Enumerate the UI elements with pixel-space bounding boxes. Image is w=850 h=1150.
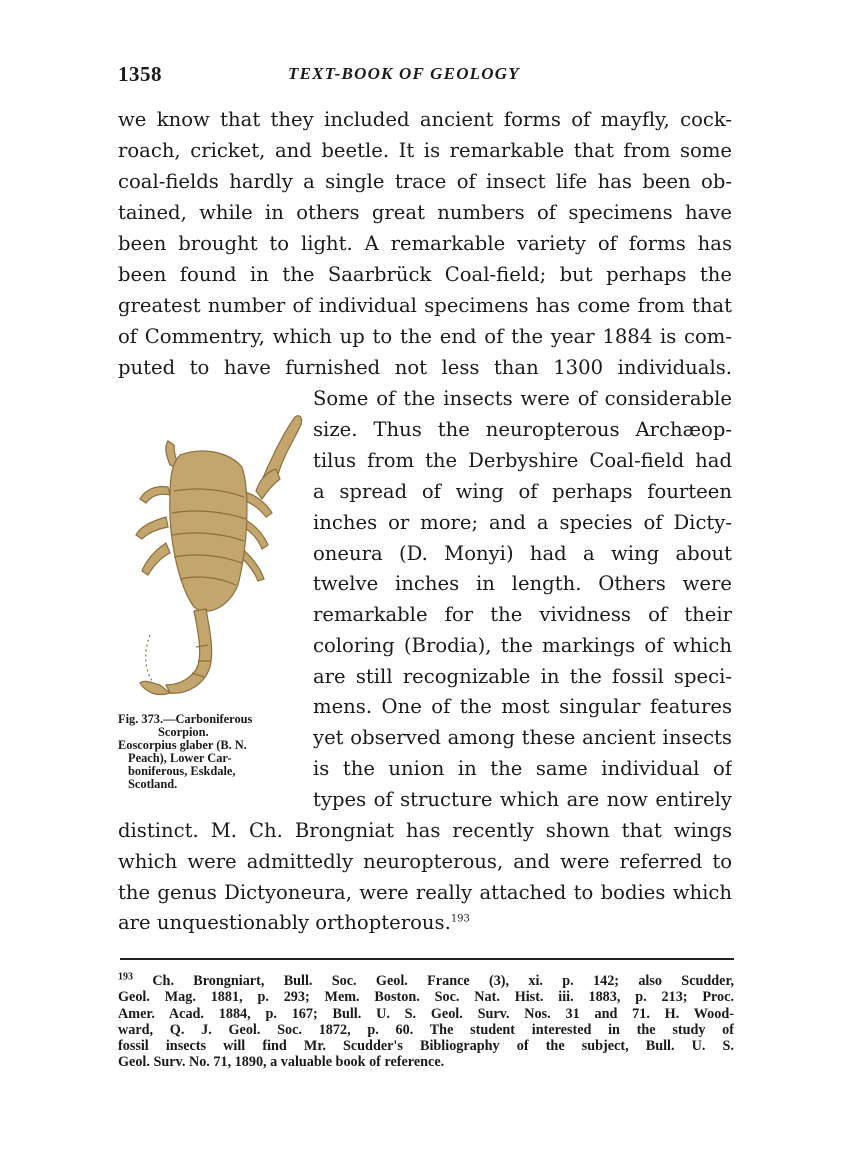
- footnote-number: 193: [118, 971, 133, 983]
- scorpion-fossil-figure: [110, 395, 310, 715]
- footnote-line: Geol. Mag. 1881, p. 293; Mem. Boston. Soc. Nat. Hist. iii. 1883, p. 213; Proc.: [118, 989, 734, 1006]
- footnote-line: ward, Q. J. Geol. Soc. 1872, p. 60. The student interested in the study of: [118, 1021, 734, 1038]
- body-line: size. Thus the neuropterous Archæop-: [313, 418, 732, 441]
- body-line: puted to have furnished not less than 1300 individuals.: [118, 356, 732, 379]
- body-line: which were admittedly neuropterous, and were referred to: [118, 850, 732, 873]
- caption-line: Scotland.: [128, 777, 178, 791]
- body-line: twelve inches in length. Others were: [313, 572, 732, 595]
- footnote-line: fossil insects will find Mr. Scudder's Bibliography of the subject, Bull. U. S.: [118, 1038, 734, 1055]
- body-line: of Commentry, which up to the end of the year 1884 is com-: [118, 325, 732, 348]
- page-number: 1358: [118, 62, 162, 86]
- footnote-marker: 193: [450, 913, 470, 925]
- body-line: oneura (D. Monyi) had a wing about: [313, 542, 732, 565]
- body-line-text: are unquestionably orthopterous.: [118, 911, 451, 934]
- footnote-text: Ch. Brongniart, Bull. Soc. Geol. France (3), xi. p. 142; also Scudder,: [152, 973, 734, 989]
- footnote: [118, 973, 734, 1071]
- body-line: is the union in the same individual of: [313, 757, 732, 780]
- body-line: we know that they included ancient forms of mayfly, cock-: [118, 108, 732, 131]
- body-line: coloring (Brodia), the markings of which: [313, 634, 732, 657]
- body-line: greatest number of individual specimens has come from that: [118, 294, 732, 317]
- body-line: been brought to light. A remarkable variety of forms has: [118, 232, 732, 255]
- body-line: distinct. M. Ch. Brongniat has recently shown that wings: [118, 819, 732, 842]
- caption-line: Scorpion.: [158, 725, 209, 739]
- body-line: yet observed among these ancient insects: [313, 726, 732, 749]
- running-title: TEXT-BOOK OF GEOLOGY: [288, 64, 520, 83]
- body-line: roach, cricket, and beetle. It is remarkable that from some: [118, 139, 732, 162]
- caption-line: Peach), Lower Car-: [128, 751, 232, 765]
- body-line: types of structure which are now entirely: [313, 788, 732, 811]
- body-line: are still recognizable in the fossil speci-: [313, 665, 732, 688]
- body-line-last: [118, 908, 732, 938]
- body-line: Some of the insects were of considerable: [313, 387, 732, 410]
- body-line: mens. One of the most singular features: [313, 695, 732, 718]
- caption-line: Eoscorpius glaber (B. N.: [118, 738, 247, 752]
- body-line: been found in the Saarbrück Coal-field; but perhaps the: [118, 263, 732, 286]
- body-line: tilus from the Derbyshire Coal-field had: [313, 449, 732, 472]
- body-line: a spread of wing of perhaps fourteen: [313, 480, 732, 503]
- footnote-divider: [120, 958, 734, 960]
- page-header: [118, 62, 732, 88]
- footnote-line: Geol. Surv. No. 71, 1890, a valuable book of reference.: [118, 1054, 445, 1071]
- footnote-line: [118, 973, 734, 989]
- scorpion-fossil-illustration: [110, 395, 310, 715]
- footnote-line: Amer. Acad. 1884, p. 167; Bull. U. S. Geol. Surv. Nos. 31 and 71. H. Wood-: [118, 1005, 734, 1022]
- figure-caption: [118, 713, 304, 791]
- caption-line: Fig. 373.—Carboniferous: [118, 712, 253, 726]
- caption-line: boniferous, Eskdale,: [128, 764, 236, 778]
- body-line: remarkable for the vividness of their: [313, 603, 732, 626]
- body-line: the genus Dictyoneura, were really attached to bodies which: [118, 881, 732, 904]
- body-line: inches or more; and a species of Dicty-: [313, 511, 732, 534]
- body-line: coal-fields hardly a single trace of insect life has been ob-: [118, 170, 732, 193]
- body-line: tained, while in others great numbers of specimens have: [118, 201, 732, 224]
